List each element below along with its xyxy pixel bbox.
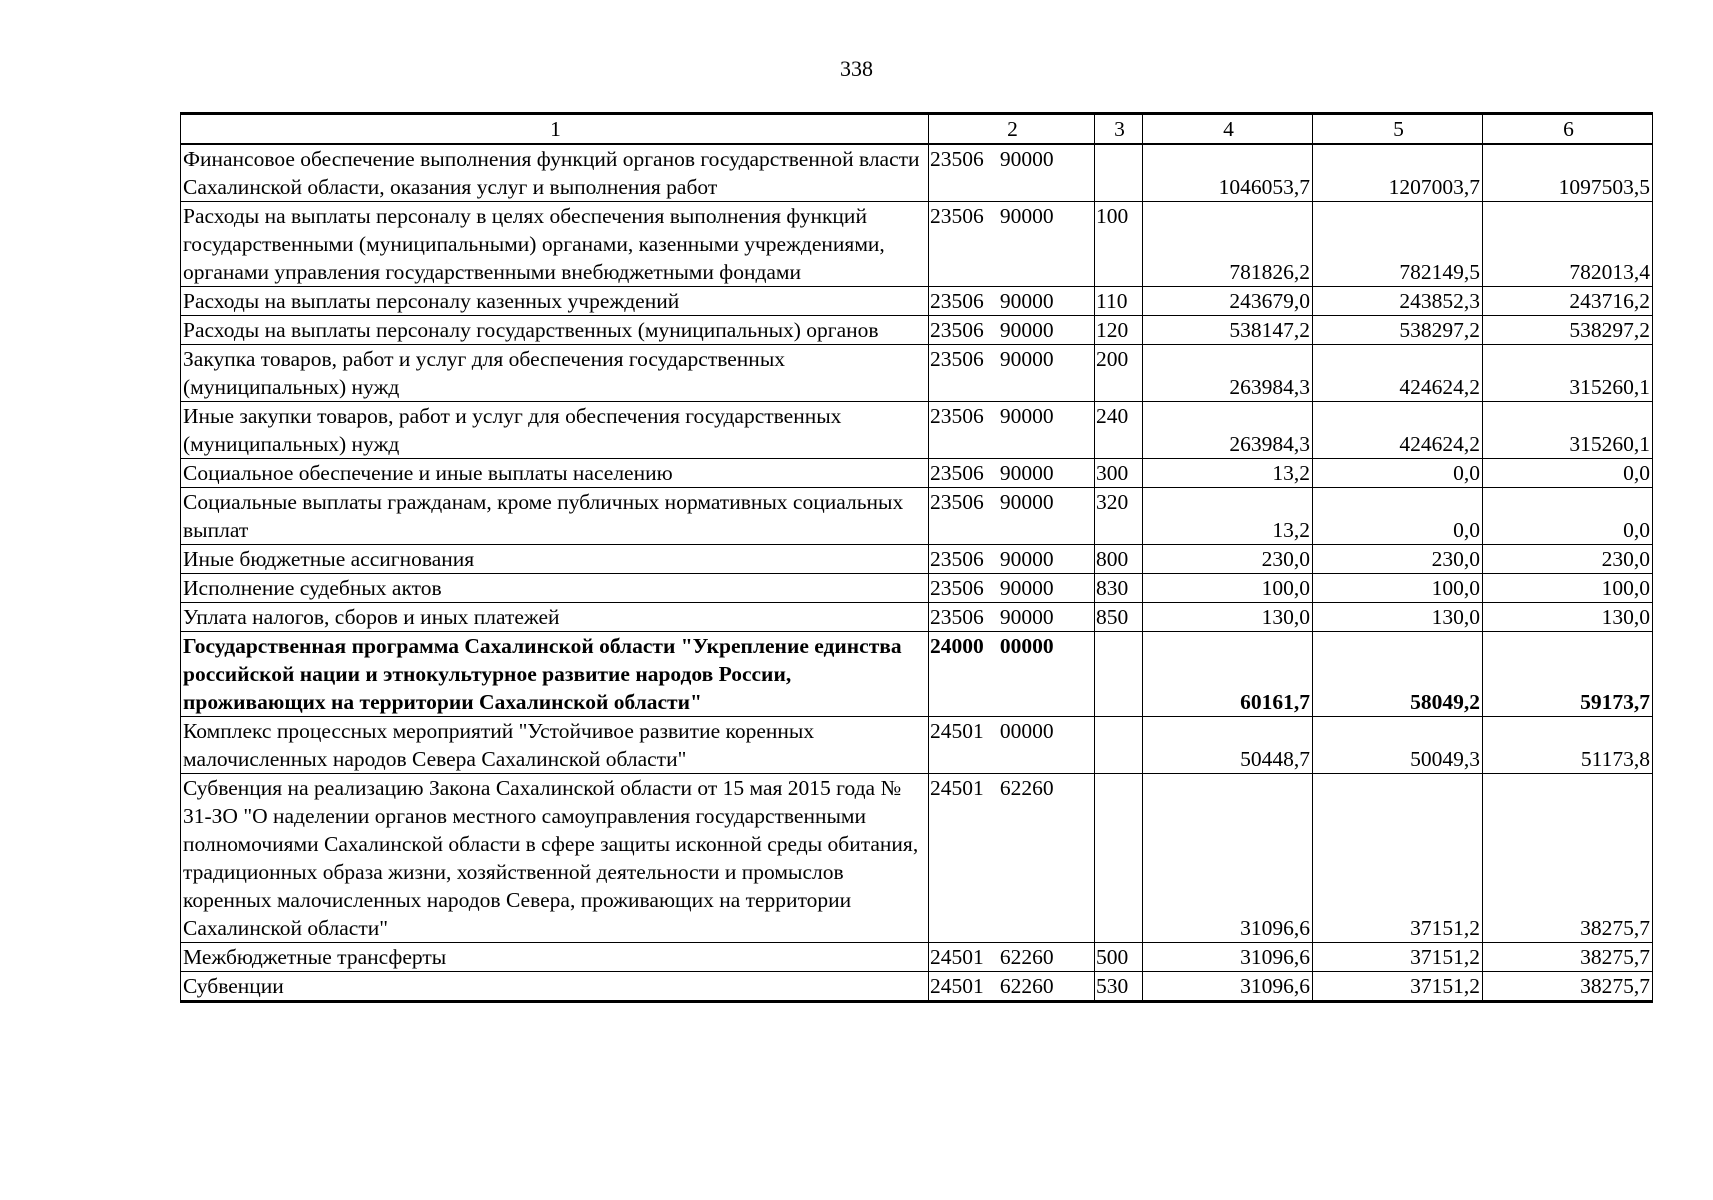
expense-type-code-cell [1095,717,1143,774]
target-article-code-cell: 24501 62260 [929,943,1095,972]
page-number: 338 [840,56,873,81]
target-article-code-cell: 24501 00000 [929,717,1095,774]
value-col5-cell: 37151,2 [1313,972,1483,1002]
table-row [181,144,1653,202]
value-col5-cell: 37151,2 [1313,943,1483,972]
row-name-cell: Расходы на выплаты персоналу в целях обеспечения выполнения функций государственными (муниципальными) органами, казенными учреждениями, органами управления государственными внебюджетными фондами [181,202,929,287]
value-col5-cell: 243852,3 [1313,287,1483,316]
value-col6-cell: 38275,7 [1483,943,1653,972]
target-article-code-cell: 23506 90000 [929,316,1095,345]
target-article-code-cell: 24000 00000 [929,632,1095,717]
table-row [181,774,1653,943]
value-col4-cell: 13,2 [1143,488,1313,545]
budget-table [180,112,1653,1003]
expense-type-code-cell: 320 [1095,488,1143,545]
table-row [181,345,1653,402]
value-col4-cell: 243679,0 [1143,287,1313,316]
target-article-code-cell: 23506 90000 [929,545,1095,574]
row-name-cell: Межбюджетные трансферты [181,943,929,972]
row-name-cell: Государственная программа Сахалинской области "Укрепление единства российской нации и этнокультурное развитие народов России, проживающих на территории Сахалинской области" [181,632,929,717]
row-name-cell: Расходы на выплаты персоналу казенных учреждений [181,287,929,316]
table-row [181,316,1653,345]
row-name-cell: Исполнение судебных актов [181,574,929,603]
value-col6-cell: 315260,1 [1483,345,1653,402]
row-name-cell: Социальное обеспечение и иные выплаты населению [181,459,929,488]
expense-type-code-cell [1095,774,1143,943]
table-row [181,488,1653,545]
row-name-cell: Комплекс процессных мероприятий "Устойчивое развитие коренных малочисленных народов Севера Сахалинской области" [181,717,929,774]
row-name-cell: Субвенции [181,972,929,1002]
value-col6-cell: 230,0 [1483,545,1653,574]
target-article-code-cell: 23506 90000 [929,402,1095,459]
table-row [181,459,1653,488]
target-article-code-cell: 23506 90000 [929,574,1095,603]
table-row [181,717,1653,774]
value-col6-cell: 130,0 [1483,603,1653,632]
value-col6-cell: 243716,2 [1483,287,1653,316]
target-article-code-cell: 23506 90000 [929,202,1095,287]
target-article-code-cell: 23506 90000 [929,345,1095,402]
target-article-code-cell: 23506 90000 [929,459,1095,488]
expense-type-code-cell: 100 [1095,202,1143,287]
table-body [181,144,1653,1002]
value-col5-cell: 424624,2 [1313,345,1483,402]
table-row [181,287,1653,316]
expense-type-code-cell: 120 [1095,316,1143,345]
value-col4-cell: 130,0 [1143,603,1313,632]
value-col5-cell: 37151,2 [1313,774,1483,943]
value-col6-cell: 38275,7 [1483,972,1653,1002]
row-name-cell: Расходы на выплаты персоналу государственных (муниципальных) органов [181,316,929,345]
column-header-3: 3 [1095,114,1143,145]
value-col5-cell: 0,0 [1313,459,1483,488]
target-article-code-cell: 24501 62260 [929,972,1095,1002]
table-row [181,574,1653,603]
header-row [181,114,1653,145]
value-col6-cell: 782013,4 [1483,202,1653,287]
value-col6-cell: 100,0 [1483,574,1653,603]
value-col6-cell: 0,0 [1483,488,1653,545]
value-col6-cell: 0,0 [1483,459,1653,488]
value-col5-cell: 230,0 [1313,545,1483,574]
value-col6-cell: 38275,7 [1483,774,1653,943]
column-header-5: 5 [1313,114,1483,145]
expense-type-code-cell: 500 [1095,943,1143,972]
value-col5-cell: 100,0 [1313,574,1483,603]
value-col4-cell: 230,0 [1143,545,1313,574]
table-row [181,202,1653,287]
value-col5-cell: 782149,5 [1313,202,1483,287]
row-name-cell: Иные закупки товаров, работ и услуг для обеспечения государственных (муниципальных) нужд [181,402,929,459]
value-col4-cell: 1046053,7 [1143,144,1313,202]
value-col5-cell: 50049,3 [1313,717,1483,774]
table-row [181,545,1653,574]
value-col5-cell: 538297,2 [1313,316,1483,345]
row-name-cell: Субвенция на реализацию Закона Сахалинской области от 15 мая 2015 года № 31-ЗО "О наделении органов местного самоуправления государственными полномочиями Сахалинской области в сфере защиты исконной среды обитания, традиционных образа жизни, хозяйственной деятельности и промыслов коренных малочисленных народов Севера, проживающих на территории Сахалинской области" [181,774,929,943]
value-col4-cell: 60161,7 [1143,632,1313,717]
row-name-cell: Иные бюджетные ассигнования [181,545,929,574]
expense-type-code-cell: 830 [1095,574,1143,603]
value-col5-cell: 130,0 [1313,603,1483,632]
value-col4-cell: 263984,3 [1143,345,1313,402]
value-col6-cell: 51173,8 [1483,717,1653,774]
value-col4-cell: 263984,3 [1143,402,1313,459]
row-name-cell: Уплата налогов, сборов и иных платежей [181,603,929,632]
table-row [181,632,1653,717]
table-row [181,972,1653,1002]
column-header-2: 2 [929,114,1095,145]
expense-type-code-cell: 800 [1095,545,1143,574]
column-header-6: 6 [1483,114,1653,145]
value-col4-cell: 31096,6 [1143,943,1313,972]
expense-type-code-cell: 240 [1095,402,1143,459]
expense-type-code-cell: 530 [1095,972,1143,1002]
value-col6-cell: 1097503,5 [1483,144,1653,202]
value-col4-cell: 31096,6 [1143,774,1313,943]
target-article-code-cell: 23506 90000 [929,144,1095,202]
table-row [181,603,1653,632]
target-article-code-cell: 23506 90000 [929,603,1095,632]
row-name-cell: Закупка товаров, работ и услуг для обеспечения государственных (муниципальных) нужд [181,345,929,402]
value-col6-cell: 59173,7 [1483,632,1653,717]
value-col4-cell: 100,0 [1143,574,1313,603]
expense-type-code-cell [1095,632,1143,717]
expense-type-code-cell: 200 [1095,345,1143,402]
expense-type-code-cell: 300 [1095,459,1143,488]
value-col4-cell: 781826,2 [1143,202,1313,287]
expense-type-code-cell [1095,144,1143,202]
value-col6-cell: 538297,2 [1483,316,1653,345]
expense-type-code-cell: 850 [1095,603,1143,632]
value-col5-cell: 424624,2 [1313,402,1483,459]
row-name-cell: Социальные выплаты гражданам, кроме публичных нормативных социальных выплат [181,488,929,545]
row-name-cell: Финансовое обеспечение выполнения функций органов государственной власти Сахалинской области, оказания услуг и выполнения работ [181,144,929,202]
value-col5-cell: 58049,2 [1313,632,1483,717]
value-col6-cell: 315260,1 [1483,402,1653,459]
value-col5-cell: 1207003,7 [1313,144,1483,202]
value-col4-cell: 50448,7 [1143,717,1313,774]
value-col4-cell: 31096,6 [1143,972,1313,1002]
target-article-code-cell: 23506 90000 [929,488,1095,545]
value-col5-cell: 0,0 [1313,488,1483,545]
target-article-code-cell: 24501 62260 [929,774,1095,943]
column-header-4: 4 [1143,114,1313,145]
target-article-code-cell: 23506 90000 [929,287,1095,316]
expense-type-code-cell: 110 [1095,287,1143,316]
table-row [181,402,1653,459]
value-col4-cell: 538147,2 [1143,316,1313,345]
column-header-1: 1 [181,114,929,145]
value-col4-cell: 13,2 [1143,459,1313,488]
table-row [181,943,1653,972]
